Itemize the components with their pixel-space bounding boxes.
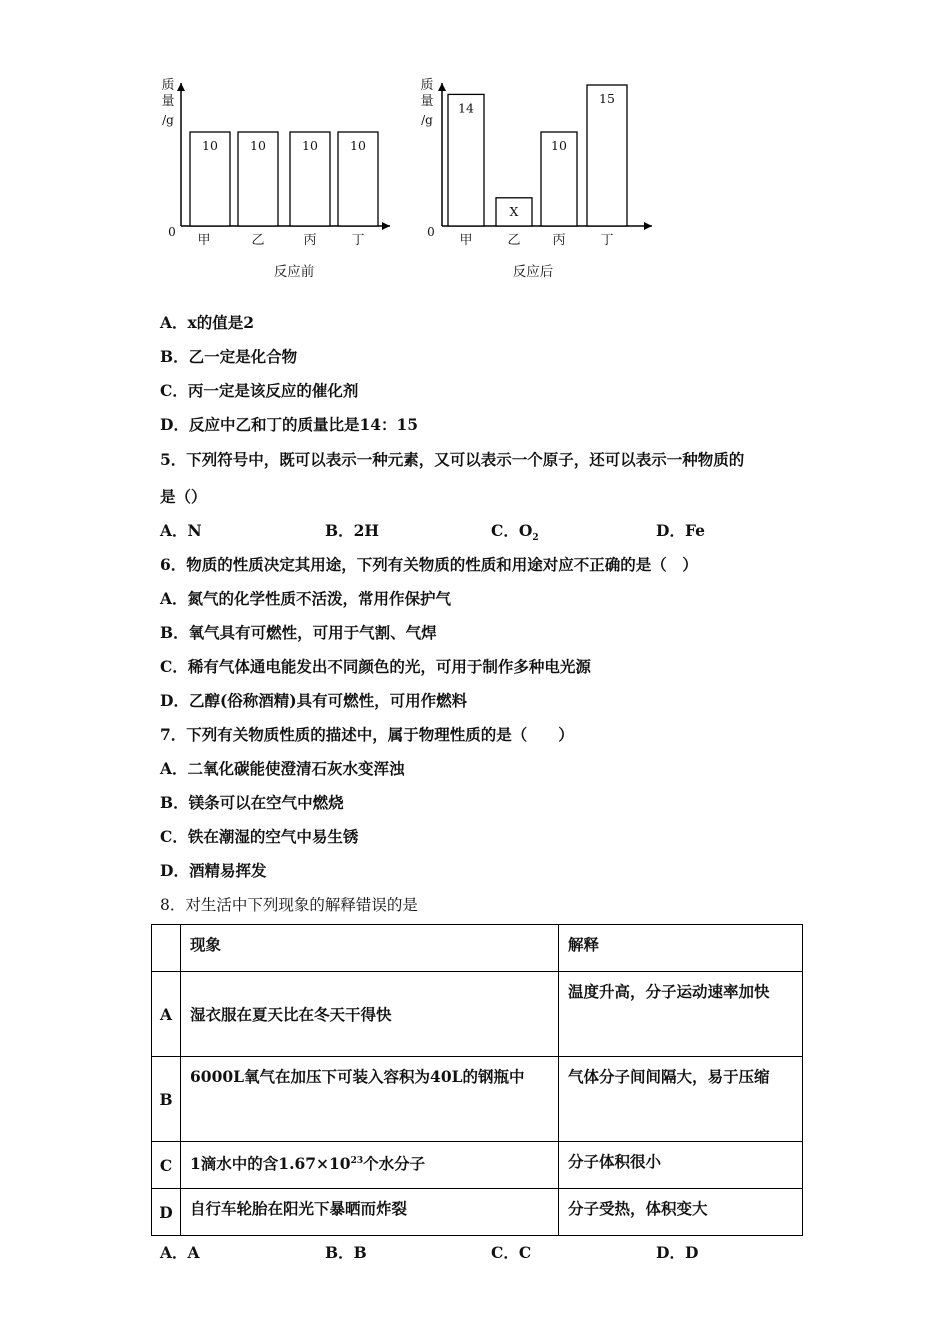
q7-option-b: B．镁条可以在空气中燃烧 (160, 793, 344, 812)
bar-value-label: 15 (599, 91, 615, 106)
row-label: D (152, 1189, 181, 1236)
q5-stem-line1: 5．下列符号中，既可以表示一种元素，又可以表示一个原子，还可以表示一种物质的 (160, 450, 745, 469)
table-row (152, 972, 803, 1057)
q7-option-a: A．二氧化碳能使澄清石灰水变浑浊 (160, 759, 405, 778)
q5-option-b: B．2H (325, 521, 380, 540)
table-header-row (152, 925, 803, 972)
y-axis-label: /g (162, 113, 174, 127)
table-row (152, 1057, 803, 1142)
bar-value-label: 10 (350, 138, 366, 153)
bar-value-label: 10 (202, 138, 218, 153)
y-axis-arrow (438, 83, 446, 91)
bar-value-label: X (509, 203, 519, 219)
q8-option-d: D．D (656, 1243, 699, 1262)
q4-option-d: D．反应中乙和丁的质量比是14：15 (160, 415, 419, 434)
row-explanation: 温度升高，分子运动速率加快 (559, 972, 803, 1057)
q8-option-c: C．C (491, 1243, 532, 1262)
table-header-phenomenon: 现象 (181, 925, 559, 972)
chart-title: 反应后 (512, 264, 554, 280)
row-explanation: 气体分子间间隔大，易于压缩 (559, 1057, 803, 1142)
category-label: 乙 (251, 233, 265, 248)
y-axis-label: 量 (420, 94, 434, 109)
category-label: 丙 (303, 233, 317, 248)
q6-stem: 6．物质的性质决定其用途，下列有关物质的性质和用途对应不正确的是（ ） (160, 555, 698, 574)
origin-label: 0 (168, 225, 176, 239)
category-label: 丁 (351, 233, 365, 248)
x-axis-arrow (382, 222, 390, 230)
q4-option-a: A．x的值是2 (160, 313, 255, 332)
bar-value-label: 14 (458, 100, 474, 116)
row-phenomenon: 湿衣服在夏天比在冬天干得快 (181, 972, 559, 1057)
category-label: 乙 (507, 233, 521, 248)
y-axis-label: /g (421, 113, 433, 127)
q4-option-c: C．丙一定是该反应的催化剂 (160, 381, 359, 400)
q6-option-b: B．氧气具有可燃性，可用于气割、气焊 (160, 623, 437, 642)
category-label: 甲 (459, 233, 473, 248)
bar-value-label: 10 (302, 138, 318, 153)
table-row (152, 1189, 803, 1236)
q8-table (151, 924, 803, 1236)
row-explanation: 分子体积很小 (559, 1142, 803, 1189)
x-axis-arrow (644, 222, 652, 230)
bar (587, 85, 627, 226)
bar-value-label: 10 (250, 138, 266, 153)
category-label: 丙 (552, 233, 566, 248)
category-label: 甲 (197, 233, 211, 248)
q5-option-c: C．$O_2$ (491, 521, 539, 544)
row-explanation: 分子受热，体积变大 (559, 1189, 803, 1236)
row-label: B (152, 1057, 181, 1142)
q8-stem: 8．对生活中下列现象的解释错误的是 (160, 896, 418, 914)
q8-option-b: B．B (325, 1243, 367, 1262)
origin-label: 0 (427, 225, 435, 239)
q5-stem-line2: 是（） (160, 487, 207, 506)
table-row (152, 1142, 803, 1189)
row-phenomenon: 6000L氧气在加压下可装入容积为40L的钢瓶中 (181, 1057, 559, 1142)
q7-stem: 7．下列有关物质性质的描述中，属于物理性质的是（ ） (160, 725, 574, 744)
table-header-explanation: 解释 (559, 925, 803, 972)
chart-title: 反应前 (273, 264, 315, 280)
bar-value-label: 10 (551, 138, 567, 153)
q7-option-c: C．铁在潮湿的空气中易生锈 (160, 827, 359, 846)
q8-option-a: A．A (160, 1243, 200, 1262)
row-phenomenon: 自行车轮胎在阳光下暴晒而炸裂 (181, 1189, 559, 1236)
y-axis-arrow (177, 83, 185, 91)
row-label: A (152, 972, 181, 1057)
q5-option-a: A．N (160, 521, 202, 540)
q5-option-d: D．Fe (656, 521, 705, 540)
y-axis-label: 质 (420, 78, 434, 93)
q6-option-a: A．氮气的化学性质不活泼，常用作保护气 (160, 589, 452, 608)
row-phenomenon: 1滴水中的含$1.67\times 10^{23}$个水分子 (181, 1142, 559, 1189)
q4-option-b: B．乙一定是化合物 (160, 347, 298, 366)
y-axis-label: 量 (161, 94, 175, 109)
y-axis-label: 质 (161, 78, 175, 93)
table-header-blank (152, 925, 181, 972)
q6-option-d: D．乙醇(俗称酒精)具有可燃性，可用作燃料 (160, 691, 468, 710)
q7-option-d: D．酒精易挥发 (160, 861, 267, 880)
category-label: 丁 (600, 233, 614, 248)
row-label: C (152, 1142, 181, 1189)
q6-option-c: C．稀有气体通电能发出不同颜色的光，可用于制作多种电光源 (160, 657, 591, 676)
bar-charts-figure (0, 0, 950, 300)
